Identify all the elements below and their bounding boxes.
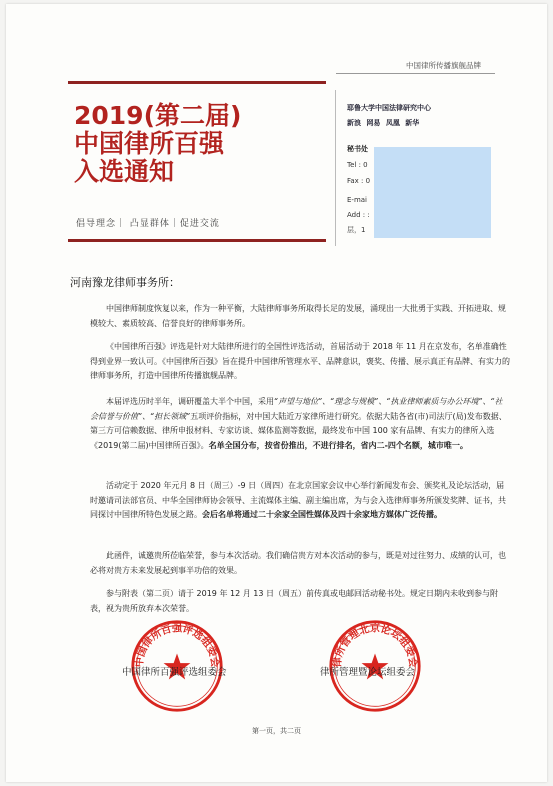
paragraph-5: 此函件，诚邀贵所莅临荣誉，参与本次活动。我们确信贵方对本次活动的参与，既是对过往努力、成绩的认可，也必将对贵方未来发展起到事半功倍的效果。 [90, 551, 506, 575]
contact-address: Add : : [347, 211, 370, 219]
paragraph-2: 《中国律所百强》评选是针对大陆律所进行的全国性评选活动，首届活动于 2018 年 11 月在京发布，名单准确性得到业界一致认可。《中国律所百强》旨在提升中国律所管理水平、品牌意识，褒奖、传播、展示真正有品牌、有实力的律师事务所，打造中国律所传播旗舰品牌。 [90, 342, 510, 380]
organizer: 耶鲁大学中国法律研究中心 [347, 104, 431, 112]
svg-text:律所管理北京论坛组委会: 律所管理北京论坛组委会 [332, 623, 418, 668]
document-title [74, 102, 314, 186]
title-top-rule [68, 81, 326, 84]
svg-text:中国律所百强评选组委会: 中国律所百强评选组委会 [134, 623, 220, 668]
letter-page [6, 4, 547, 782]
right-signature: 律所管理暨论坛组委会 [320, 667, 416, 678]
paragraph-1: 中国律师制度恢复以来，作为一种平衡，大陆律师事务所取得长足的发展，涌现出一大批勇于实践、开拓进取、规模较大、素质较高、信誉良好的律师事务所。 [90, 304, 506, 328]
redaction-mask [374, 147, 491, 238]
contact-tel: Tel : 0 [347, 161, 368, 169]
contact-email: E-mai [347, 196, 368, 204]
paragraph-4: 活动定于 2020 年元月 8 日（周三）-9 日（周四）在北京国家会议中心举行新闻发布会、颁奖礼及论坛活动，届时邀请司法部官员、中华全国律师协会领导、主流媒体主编、副主编出席，为与会入选律师事务所颁发奖牌、证书，共同探讨中国律所特色发展之路。会后名单将通过二十余家全国性媒体及四十余家地方媒体广泛传播。 [90, 481, 506, 519]
brand-divider [336, 73, 495, 74]
brand-tagline: 中国律所传播旗舰品牌 [406, 61, 481, 70]
title-line-2: 中国律所百强 [74, 129, 225, 158]
contact-floor: 层，1 [347, 226, 366, 234]
contact-fax: Fax : 0 [347, 177, 371, 185]
motto: 倡导理念｜ 凸显群体｜促进交流 [76, 219, 220, 229]
secretariat-label: 秘书处 [347, 145, 368, 153]
recipient: 河南豫龙律师事务所： [70, 276, 180, 289]
left-signature: 中国律所百强评选组委会 [122, 667, 227, 678]
page-number: 第一页，共二页 [252, 727, 301, 735]
title-line-1: 2019(第二届) [74, 101, 242, 130]
title-line-3: 入选通知 [74, 157, 175, 186]
paragraph-3: 本届评选历时半年，调研覆盖大半个中国，采用“声望与地位”、“理念与规模”、“执业律师素质与办公环境”、“社会信誉与价值”、“担长领域”五项评价指标，对中国大陆近万家律所进行研究。依据大陆各省(市)司法厅(局)发布数据、第三方可信赖数据、律所申报材料、专家访谈、媒体监测等数据，最终发布中国 100 家有品牌、有实力的律所入选《2019(第二届)中国律所百强》。名单全国分布，按省份推出，不进行排名，省内二-四个名额，城市唯一。 [90, 397, 507, 450]
paragraph-6: 参与附表（第二页）请于 2019 年 12 月 13 日（周五）前传真或电邮回活动秘书处。规定日期内未收到参与附表，视为贵所放弃本次荣誉。 [90, 589, 498, 613]
header-divider [335, 90, 336, 246]
media-partners: 新浪 网易 凤凰 新华 [347, 119, 420, 127]
title-bottom-rule [68, 239, 326, 242]
